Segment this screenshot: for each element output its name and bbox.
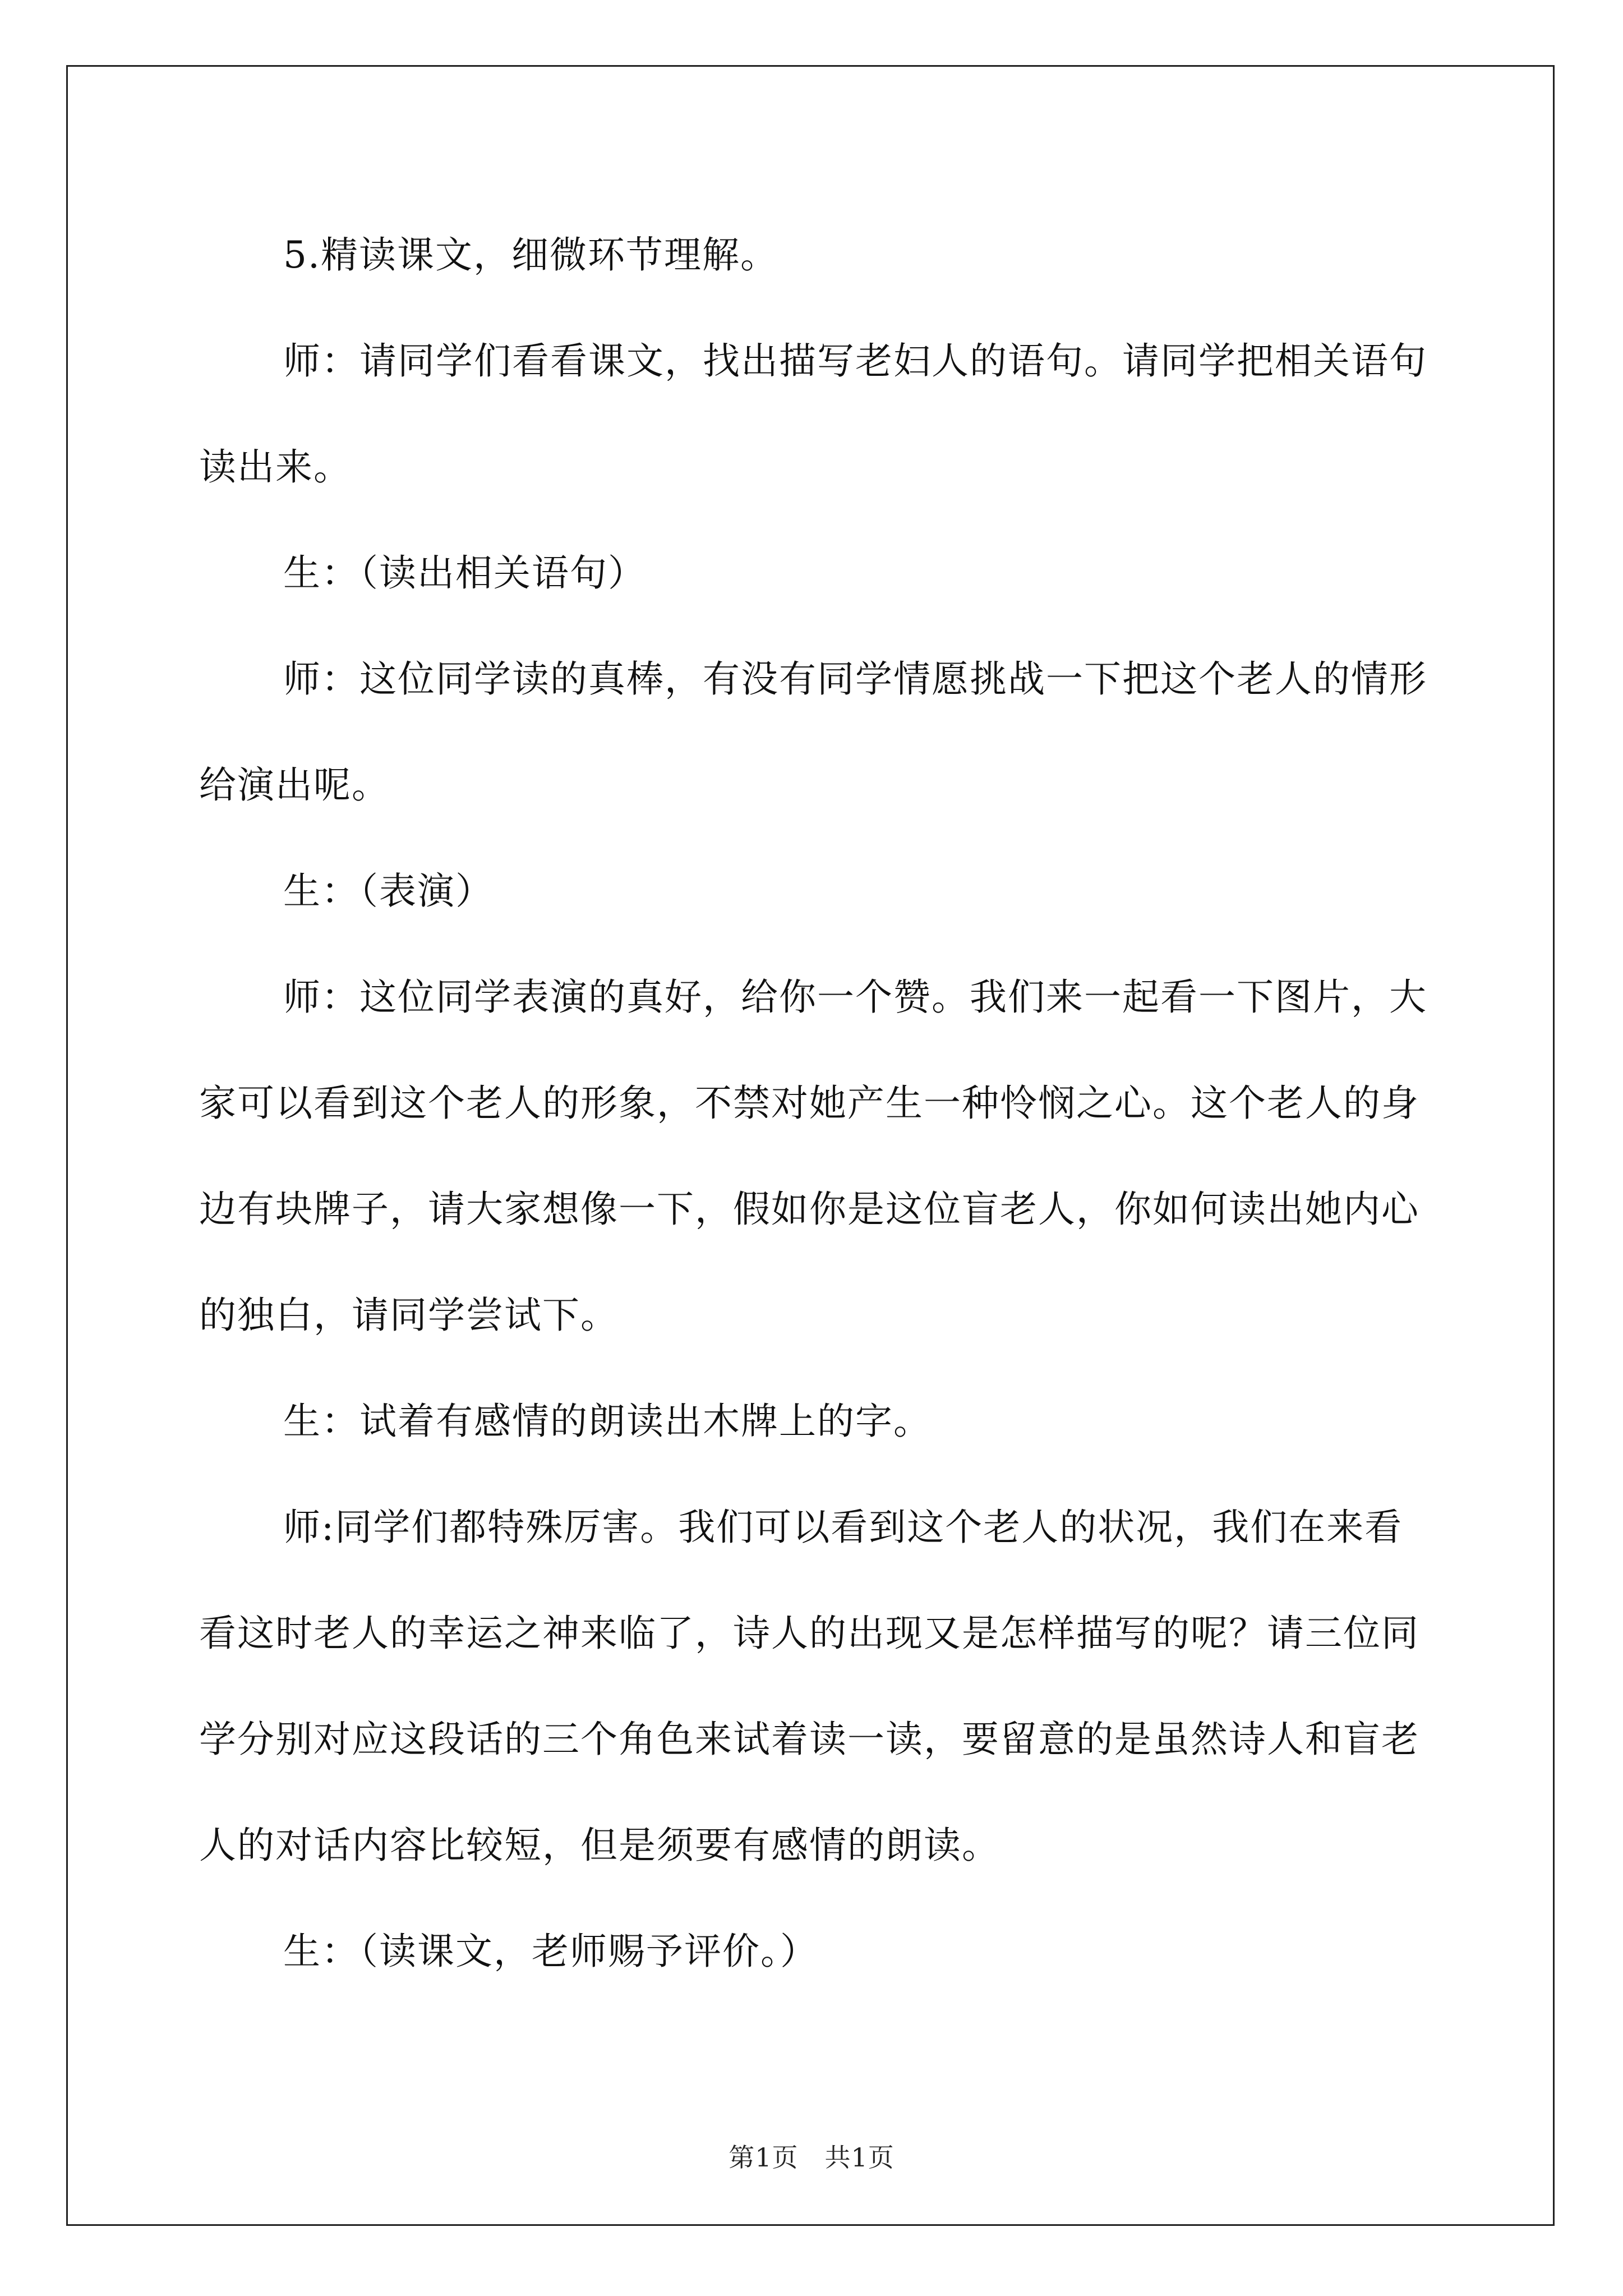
paragraph-5: 生：（表演）	[283, 869, 494, 913]
paragraph-2: 师：请同学们看看课文，找出描写老妇人的语句。请同学把相关语句读出来。	[199, 339, 1427, 489]
paragraph-7: 生：试着有感情的朗读出木牌上的字。	[283, 1400, 932, 1443]
page-footer: 第1页 共1页	[728, 2142, 895, 2173]
paragraph-3: 生：（读出相关语句）	[283, 551, 646, 595]
paragraph-9: 生：（读课文，老师赐予评价。）	[283, 1930, 818, 1973]
paragraph-8: 师:同学们都特殊厉害。我们可以看到这个老人的状况，我们在来看看这时老人的幸运之神来临了，诗人的出现又是怎样描写的呢？请三位同学分别对应这段话的三个角色来试着读一读，要留意的是虽然诗人和盲老人的对话内容比较短，但是须要有感情的朗读。	[199, 1506, 1419, 1867]
paragraph-1: 5.精读课文，细微环节理解。	[283, 233, 778, 277]
paragraph-4: 师：这位同学读的真棒，有没有同学情愿挑战一下把这个老人的情形给演出呢。	[199, 657, 1427, 807]
document-body	[199, 202, 1438, 2004]
paragraph-6: 师：这位同学表演的真好，给你一个赞。我们来一起看一下图片，大家可以看到这个老人的形象，不禁对她产生一种怜悯之心。这个老人的身边有块牌子，请大家想像一下，假如你是这位盲老人，你如何读出她内心的独白，请同学尝试下。	[199, 976, 1427, 1337]
